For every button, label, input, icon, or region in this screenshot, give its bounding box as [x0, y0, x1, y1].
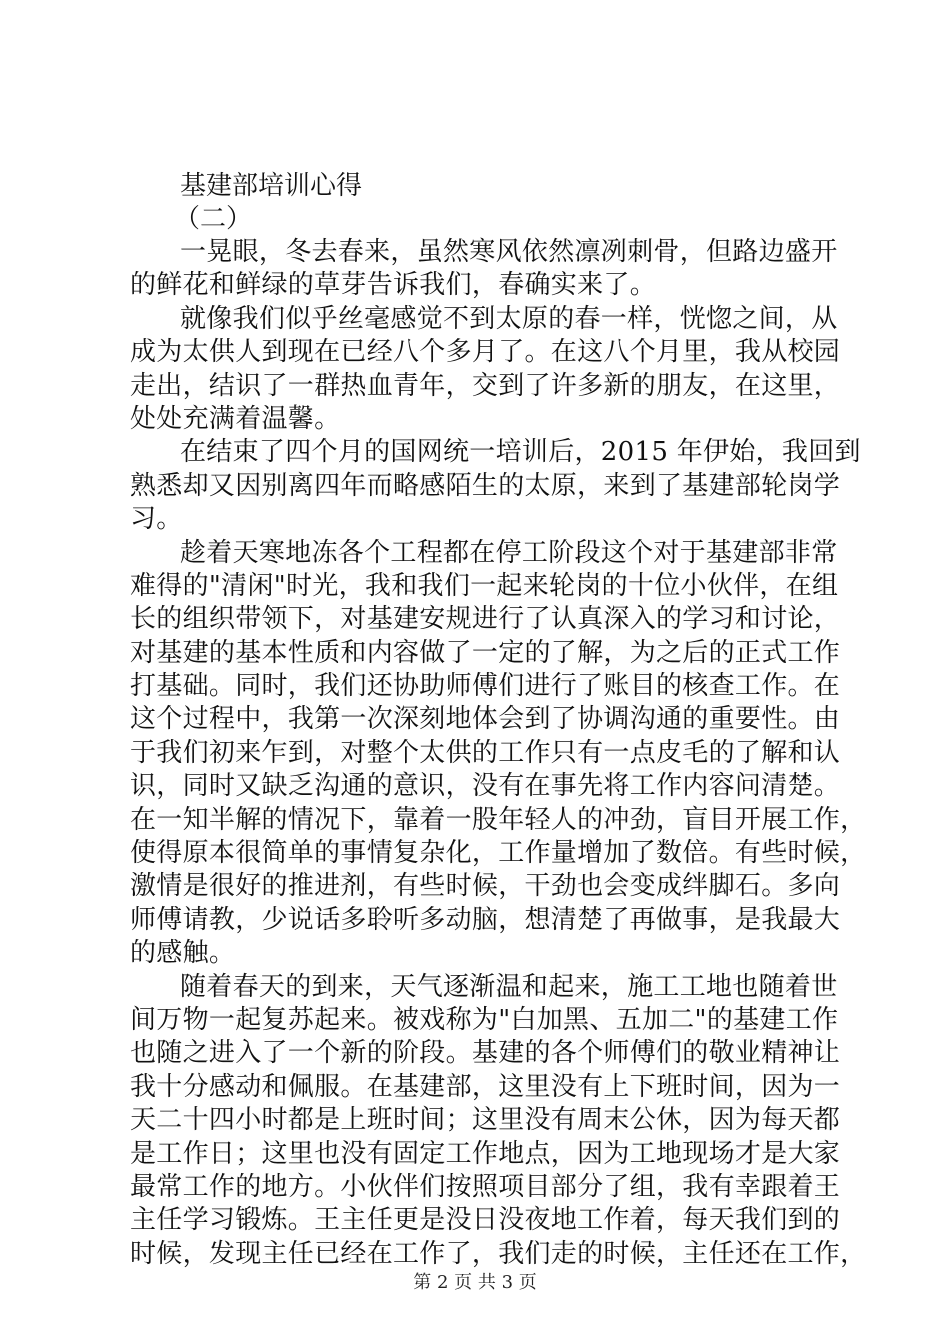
paragraph-line: 成为太供人到现在已经八个多月了。在这八个月里，我从校园 [130, 337, 841, 368]
document-subtitle: （二） [174, 204, 253, 234]
paragraph-line: 识，同时又缺乏沟通的意识，没有在事先将工作内容问清楚。 [130, 771, 841, 802]
paragraph-line: 走出，结识了一群热血青年，交到了许多新的朋友，在这里， [130, 370, 841, 401]
paragraph-list [130, 236, 867, 1271]
page-footer: 第 2 页 共 3 页 [413, 1272, 537, 1293]
paragraph-line: 最常工作的地方。小伙伴们按照项目部分了组，我有幸跟着王 [130, 1171, 841, 1202]
paragraph-line: 熟悉却又因别离四年而略感陌生的太原，来到了基建部轮岗学 [130, 470, 841, 501]
paragraph-line: 激情是很好的推进剂，有些时候，干劲也会变成绊脚石。多向 [130, 871, 841, 902]
paragraph-line: 对基建的基本性质和内容做了一定的了解，为之后的正式工作 [130, 637, 841, 668]
paragraph-line: 一晃眼，冬去春来，虽然寒风依然凛冽刺骨，但路边盛开 [180, 237, 838, 267]
paragraph-line: 天二十四小时都是上班时间；这里没有周末公休，因为每天都 [130, 1105, 841, 1136]
paragraph [130, 236, 838, 303]
paragraph-line: 时候，发现主任已经在工作了，我们走的时候，主任还在工作， [130, 1238, 867, 1269]
paragraph-line: 是工作日；这里也没有固定工作地点，因为工地现场才是大家 [130, 1138, 841, 1169]
paragraph-line: 打基础。同时，我们还协助师傅们进行了账目的核查工作。在 [130, 671, 841, 702]
document-title: 基建部培训心得 [180, 171, 363, 201]
paragraph-line: 就像我们似乎丝毫感觉不到太原的春一样，恍惚之间，从 [180, 303, 838, 334]
paragraph-line: 这个过程中，我第一次深刻地体会到了协调沟通的重要性。由 [130, 704, 841, 735]
paragraph-line: 我十分感动和佩服。在基建部，这里没有上下班时间，因为一 [130, 1071, 841, 1102]
paragraph-line: 间万物一起复苏起来。被戏称为"白加黑、五加二"的基建工作 [130, 1004, 839, 1035]
paragraph-line: 随着春天的到来，天气逐渐温和起来，施工工地也随着世 [180, 971, 838, 1002]
paragraph-line: 主任学习锻炼。王主任更是没日没夜地工作着，每天我们到的 [130, 1205, 841, 1236]
paragraph-line: 难得的"清闲"时光，我和我们一起来轮岗的十位小伙伴，在组 [130, 570, 839, 601]
paragraph-line: 在一知半解的情况下，靠着一股年轻人的冲劲，盲目开展工作， [130, 804, 867, 835]
paragraph-line: 处处充满着温馨。 [130, 403, 341, 434]
paragraph-line: 使得原本很简单的事情复杂化，工作量增加了数倍。有些时候， [130, 838, 867, 869]
paragraph-line: 于我们初来乍到，对整个太供的工作只有一点皮毛的了解和认 [130, 737, 841, 768]
paragraph-line: 长的组织带领下，对基建安规进行了认真深入的学习和讨论， [130, 604, 841, 635]
paragraph-line: 也随之进入了一个新的阶段。基建的各个师傅们的敬业精神让 [130, 1038, 841, 1069]
document-body [130, 170, 867, 1271]
paragraph-line: 师傅请教，少说话多聆听多动脑，想清楚了再做事，是我最大 [130, 904, 841, 935]
paragraph-line: 习。 [130, 504, 183, 535]
paragraph-line: 的感触。 [130, 938, 236, 969]
paragraph-line: 趁着天寒地冻各个工程都在停工阶段这个对于基建部非常 [180, 537, 838, 568]
paragraph [130, 436, 861, 536]
paragraph [130, 537, 867, 971]
paragraph [130, 971, 867, 1272]
paragraph-line: 在结束了四个月的国网统一培训后，2015 年伊始，我回到 [180, 437, 861, 468]
paragraph-line: 的鲜花和鲜绿的草芽告诉我们，春确实来了。 [130, 270, 657, 301]
paragraph [130, 303, 841, 437]
